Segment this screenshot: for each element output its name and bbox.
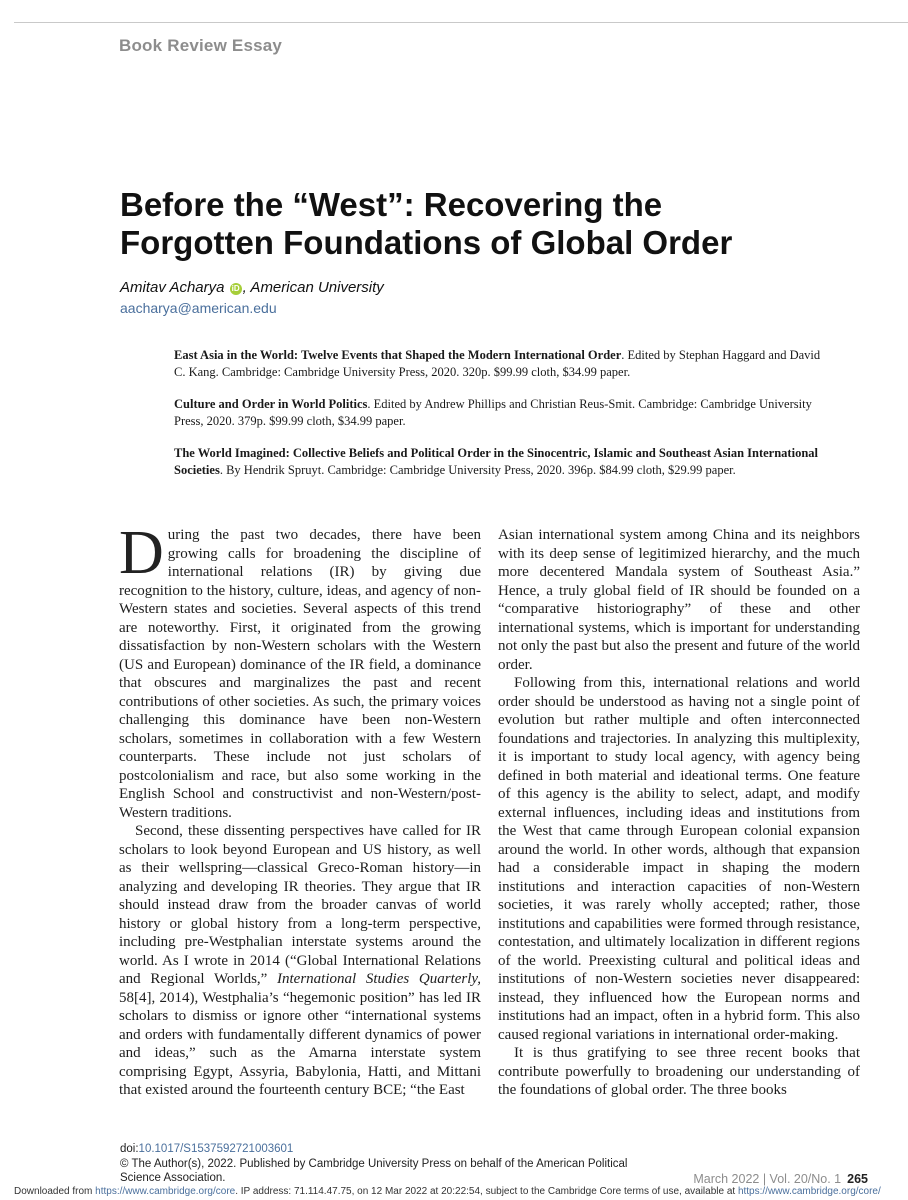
- doi-line: [120, 1143, 293, 1155]
- article-title: [120, 186, 860, 262]
- author-name: Amitav Acharya: [120, 279, 225, 296]
- issue-date: March 2022 | Vol. 20/No. 1: [693, 1172, 842, 1186]
- issue-info: [693, 1172, 868, 1186]
- book-details: . By Hendrik Spruyt. Cambridge: Cambridge University Press, 2020. 396p. $84.99 cloth, $29.99 paper.: [219, 463, 736, 477]
- journal-title: International Studies Quarterly,: [277, 971, 481, 987]
- book-reference: [174, 347, 834, 381]
- doi-label: doi:: [120, 1143, 139, 1155]
- paragraph: It is thus gratifying to see three recent books that contribute powerfully to broadening our understanding of the foundations of global order. The three books: [498, 1045, 860, 1098]
- download-notice: Downloaded from https://www.cambridge.org/core. IP address: 71.114.47.75, on 12 Mar 2022 at 20:22:54, subject to the Cambridge Core terms of use, available at https://www.cambridge.org/core/: [14, 1186, 908, 1197]
- orcid-icon[interactable]: iD: [231, 284, 240, 293]
- author-email[interactable]: aacharya@american.edu: [120, 300, 277, 316]
- book-details: . Edited by Andrew Phillips and Christian Reus-Smit. Cambridge: Cambridge University Press, 2020. 379p. $99.99 cloth, $34.99 paper.: [174, 397, 812, 428]
- title-line-2: Forgotten Foundations of Global Order: [120, 224, 733, 261]
- book-details: . Edited by Stephan Haggard and David C. Kang. Cambridge: Cambridge University Press, 2020. 320p. $99.99 cloth, $34.99 paper.: [174, 348, 821, 379]
- title-line-1: Before the “West”: Recovering the: [120, 186, 663, 223]
- section-label: Book Review Essay: [119, 36, 283, 55]
- book-title: Culture and Order in World Politics: [174, 397, 368, 411]
- book-title: East Asia in the World: Twelve Events that Shaped the Modern International Order: [174, 348, 622, 362]
- drop-cap: D: [119, 519, 164, 587]
- book-reference: [174, 445, 834, 479]
- author-line: [120, 279, 384, 296]
- book-title: The World Imagined: Collective Beliefs and Political Order in the Sinocentric, Islamic and Southeast Asian International Societies: [174, 446, 818, 477]
- page-top-rule: [14, 0, 908, 23]
- book-reference: [174, 396, 834, 430]
- paragraph: Second, these dissenting perspectives have called for IR scholars to look beyond European and US history, as well as their wellspring—classical Greco-Roman history—in analyzing and developing IR theories. They argue that IR should instead draw from the broader canvas of world history or global history from a long-term perspective, including pre-Westphalian interstate systems around the world. As I wrote in 2014 (“Global International Relations and Regional Worlds,” International Studies Quarterly, 58[4], 2014), Westphalia’s “hegemonic position” has led IR scholars to dismiss or ignore other “international systems and orders with fundamentally different dynamics of power and ideas,” such as the Amarna interstate system comprising Egypt, Assyria, Babylonia, Hatti, and Mittani that existed around the fourteenth century BCE; “the East: [119, 823, 481, 1098]
- paragraph: Asian international system among China and its neighbors with its deep sense of legitimized hierarchy, and the much more decentered Mandala system of Southeast Asia.” Hence, a truly global field of IR should be founded on a “comparative historiography” of these and other international systems, which is important for understanding not only the past but also the present and future of the world order.: [498, 527, 860, 673]
- cambridge-core-link[interactable]: https://www.cambridge.org/core: [95, 1186, 236, 1197]
- author-affiliation: , American University: [242, 279, 384, 296]
- body-column-right: [498, 526, 860, 1100]
- page-number: 265: [847, 1172, 868, 1186]
- terms-link[interactable]: https://www.cambridge.org/core/: [737, 1186, 881, 1197]
- paragraph: Following from this, international relations and world order should be understood as having not a single point of evolution but rather multiple and often interconnected foundations and trajectories. In analyzing this multiplexity, it is important to study local agency, with agency being defined in both material and ideational terms. One feature of this agency is the ability to select, adapt, and modify external influences, including ideas and institutions from the West that came through European colonial expansion around the world. In other words, although that expansion had a considerable impact in shaping the modern institutions and interaction capacities of non-Western societies, it was rarely wholly accepted; rather, those institutions and capabilities were formed through resistance, contestation, and ultimately localization in different regions of the world. Preexisting cultural and political ideas and institutions of non-Western societies never disappeared: instead, they influenced how the European norms and institutions had an impact, often in a hybrid form. This also caused regional variations in international order-making.: [498, 675, 860, 1043]
- copyright-notice: © The Author(s), 2022. Published by Cambridge University Press on behalf of the American Political Science Association.: [120, 1158, 628, 1184]
- doi-link[interactable]: 10.1017/S1537592721003601: [138, 1143, 294, 1155]
- paragraph: During the past two decades, there have been growing calls for broadening the discipline of international relations (IR) by giving due recognition to the history, culture, ideas, and agency of non-Western states and societies. Several aspects of this trend are noteworthy. First, it originated from the growing dissatisfaction by non-Western scholars with the Western (US and European) dominance of the IR field, a dominance that obscures and marginalizes the past and recent contributions of other societies. As such, the primary voices challenging this dominance have been non-Western scholars, sometimes in collaboration with a few Western counterparts. These include not just scholars of postcolonialism and race, but also some working in the English School and constructivist and non-Western/post-Western traditions.: [119, 519, 481, 821]
- body-column-left: [119, 519, 481, 1100]
